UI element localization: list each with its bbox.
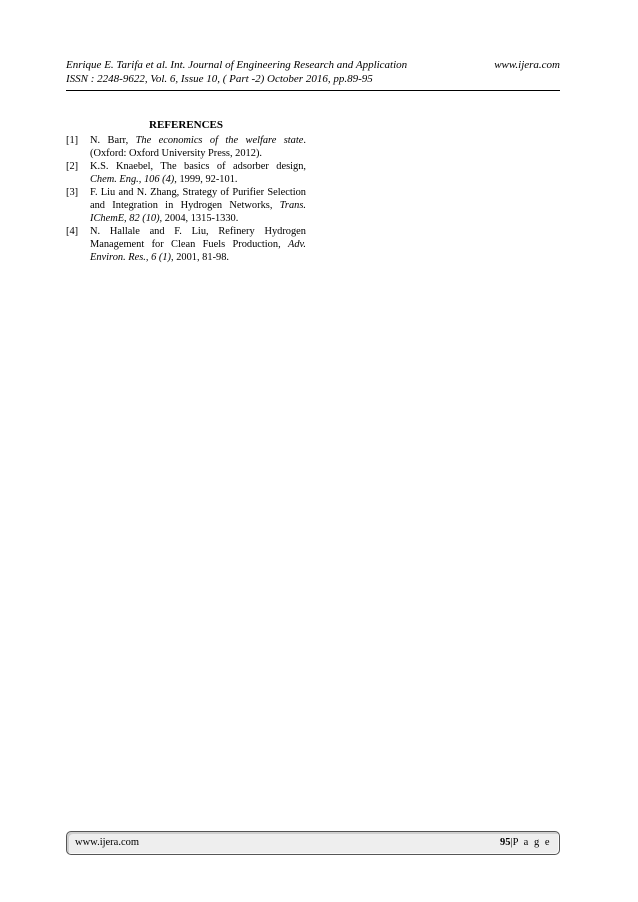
reference-text: F. Liu and N. Zhang, Strategy of Purifier Selection and Integration in Hydrogen Networks, Trans. IChemE, 82 (10), 2004, 1315-1330. (90, 187, 306, 224)
reference-item (66, 160, 306, 186)
reference-text: K.S. Knaebel, The basics of adsorber design, Chem. Eng., 106 (4), 1999, 92-101. (90, 161, 306, 185)
page-indicator (500, 832, 551, 854)
footer-website-link[interactable]: www.ijera.com (75, 837, 140, 848)
reference-item (66, 134, 306, 160)
reference-item (66, 186, 306, 225)
page-footer (66, 831, 560, 855)
reference-text: N. Hallale and F. Liu, Refinery Hydrogen Management for Clean Fuels Production, Adv. Environ. Res., 6 (1), 2001, 81-98. (90, 226, 306, 263)
reference-number: [3] (66, 187, 79, 198)
reference-number: [4] (66, 226, 79, 237)
page-separator: | (510, 837, 513, 848)
header-issn: ISSN : 2248-9622, Vol. 6, Issue 10, ( Part -2) October 2016, pp.89-95 (66, 73, 373, 85)
header-citation: Enrique E. Tarifa et al. Int. Journal of Engineering Research and Application (66, 59, 408, 71)
reference-text: N. Barr, The economics of the welfare state. (Oxford: Oxford University Press, 2012). (90, 135, 306, 159)
page-number: 95 (499, 837, 511, 848)
header-website-link[interactable]: www.ijera.com (494, 59, 560, 71)
page-label: P a g e (512, 837, 551, 848)
running-header (66, 58, 560, 86)
reference-item (66, 225, 306, 264)
header-divider (66, 90, 560, 91)
references-heading: REFERENCES (149, 119, 223, 131)
reference-number: [2] (66, 161, 79, 172)
references-section (66, 118, 306, 264)
reference-number: [1] (66, 135, 79, 146)
